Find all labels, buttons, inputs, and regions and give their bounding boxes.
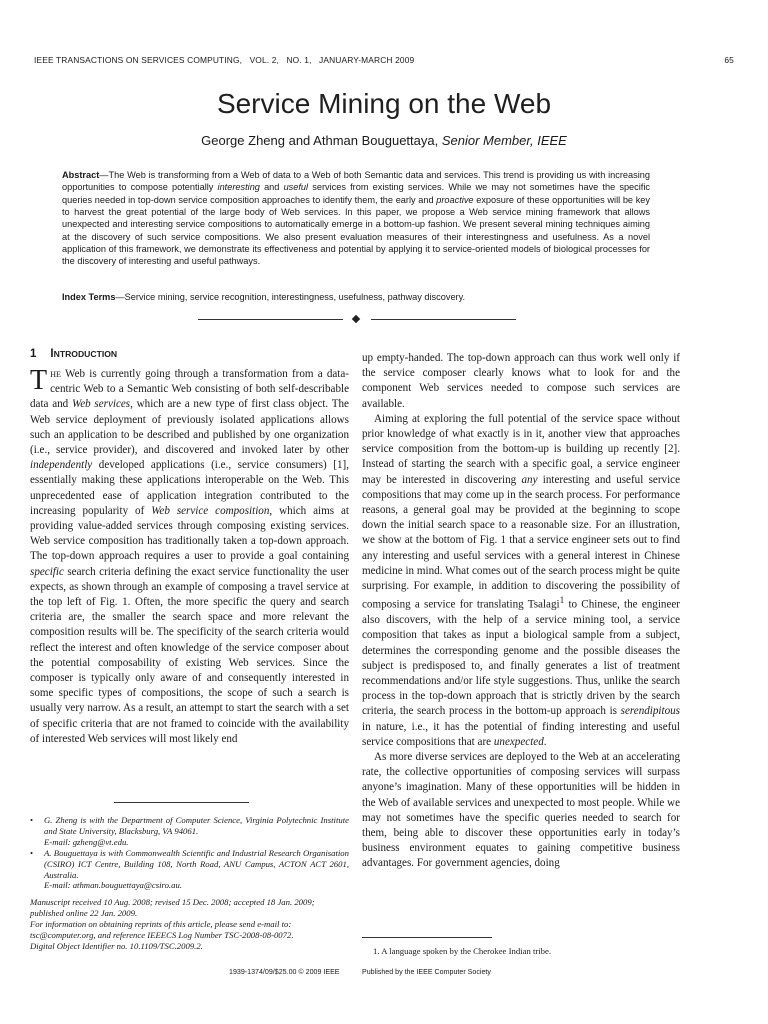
section-title-initial: I [50, 348, 54, 360]
text-run: . [543, 735, 547, 748]
emphasis: specific [30, 565, 64, 578]
affiliation-text: G. Zheng is with the Department of Computer Science, Virginia Polytechnic Institute and State University, Blacksburg, VA 94061. [44, 815, 349, 836]
publisher-footer: Published by the IEEE Computer Society [362, 968, 491, 976]
divider-line-left [198, 319, 343, 320]
emphasis: Web services [71, 398, 131, 411]
author-affiliations [30, 815, 349, 952]
abstract-text-1: —The Web is transforming from a Web of data to a Web of both Semantic data and services. This trend is providing us with increasing opportunities to compose potentially [62, 170, 650, 193]
divider-diamond-icon [352, 315, 360, 323]
journal-name: IEEE TRANSACTIONS ON SERVICES COMPUTING, [34, 55, 243, 65]
affiliation-email: E-mail: gzheng@vt.edu. [44, 836, 129, 847]
section-title-rest: NTRODUCTION [53, 349, 118, 359]
journal-volume: VOL. 2, [249, 55, 280, 65]
text-run: to Chinese, the engineer also discovers, with the help of a service mining tool, a service composition that takes as input a biological sample from a subject, determines the corresponding genome and the possible diseases the subject is predisposed to, and finally generates a list of treatment recommendations and/or life style suggestions. Thus, unlike the search process in the top-down approach that is strictly driven by the search criteria, the search process in the bottom-up approach is [362, 598, 680, 718]
paper-title: Service Mining on the Web [216, 88, 552, 119]
manuscript-info [30, 897, 349, 952]
affiliation-email: E-mail: athman.bouguettaya@csiro.au. [44, 880, 182, 891]
affiliation-item [30, 848, 349, 892]
emphasis: any [521, 473, 538, 486]
intro-paragraph-3: As more diverse services are deployed to the Web at an accelerating rate, the collective opportunities of composing services will surpass anyone’s imagination. Many of these opportunities will be hidden in the Web of available services and unexpected to most people. While we may not sometimes have the specific queries needed to search for them, being able to discover these opportunities early in today’s business environment equates to gaining competitive business advantages. For government agencies, doing [362, 750, 680, 870]
copyright-footer: 1939-1374/09/$25.00 © 2009 IEEE [229, 968, 340, 976]
text-run: search criteria defining the exact service functionality the user expects, as shown through an example of composing a travel service at the top left of Fig. 1. Often, the more specific the query and search criteria are, the smaller the search space and more relevant the composition results will be. The specificity of the search criteria would reflect the interest and often knowledge of the service composer about the potential composability of existing Web services. Since the composer is typically only aware of and consequently interested in some specific types of compositions, the scope of such a search is usually very narrow. As a result, an attempt to start the search with a set of specific criteria that are not framed to coincide with the availability of interested Web services will most likely end [30, 565, 349, 745]
running-header [34, 55, 734, 65]
body-column-left [30, 367, 349, 747]
author-membership: Senior Member, IEEE [441, 133, 567, 148]
emphasis: Web service composition [151, 504, 270, 517]
affiliation-text: A. Bouguettaya is with Commonwealth Scientific and Industrial Research Organisation (CSIRO) ICT Centre, Building 108, North Road, ANU Campus, ACTON ACT 2601, Australia. [44, 847, 349, 880]
text-run: in nature, i.e., it has the potential of finding interesting and useful service compositions that are [362, 720, 680, 748]
abstract-text-2: and [259, 182, 284, 193]
section-heading [30, 348, 117, 360]
abstract [62, 169, 650, 268]
abstract-em-3: proactive [436, 194, 474, 205]
reprint-info: For information on obtaining reprints of this article, please send e-mail to: tsc@computer.org, and reference IEEECS Log Number TSC-2008-08-0072. [30, 919, 294, 941]
abstract-em-1: interesting [217, 182, 260, 193]
intro-paragraph-2 [362, 412, 680, 750]
emphasis: independently [30, 459, 93, 472]
footnote-rule-right [362, 937, 492, 938]
footnote-rule-left [114, 802, 249, 803]
text-run: interesting and useful service compositions that may come up in the search process. For performance reasons, a general goal may be provided at the beginning to scope down the initial search space to a reasonable size. For an illustration, we show at the bottom of Fig. 1 that a service engineer sets out to find any interesting and useful services with a general interest in Chinese medicine in mind. What comes out of the search process might be quite surprising. For example, in addition to discovering the possibility of composing a service for translating Tsalagi [362, 473, 681, 611]
emphasis: serendipitous [620, 705, 680, 718]
page-number: 65 [724, 55, 734, 65]
text-run: , which are a new type of first class object. The Web service deployment of previously isolated applications allows such an application to be described and published by one organization (i.e., service provider), and discovered and invoked later by other [30, 398, 349, 457]
abstract-label: Abstract [62, 170, 100, 180]
footnote: 1. A language spoken by the Cherokee Indian tribe. [373, 946, 552, 956]
manuscript-dates: Manuscript received 10 Aug. 2008; revised 15 Dec. 2008; accepted 18 Jan. 2009; published online 22 Jan. 2009. [30, 897, 315, 919]
intro-paragraph-1 [30, 367, 349, 747]
doi: Digital Object Identifier no. 10.1109/TSC.2009.2. [30, 940, 203, 951]
abstract-em-2: useful [283, 182, 309, 193]
section-number: 1 [30, 348, 37, 360]
text-run: , which aims at providing value-added services through composing existing services. Web service composition has traditionally taken a top-down approach. The top-down approach requires a user to provide a goal containing [30, 504, 349, 563]
text-run: developed applications (i.e., service consumers) [1], essentially making these applications interoperable on the Web. This unprecedented ease of application integration contributed to the increasing popularity of [30, 459, 349, 517]
index-terms [62, 291, 650, 303]
abstract-text-4: exposure of these opportunities will be key to harvest the great potential of the large body of Web services. In this paper, we propose a Web service mining framework that allows unexpected and interesting service compositions to automatically emerge in a bottom-up fashion. We present several mining techniques aiming at the discovery of such service compositions. We also present evaluation measures of their interestingness and usefulness. As a novel application of this framework, we demonstrate its effectiveness and potential by applying it to service-oriented models of biological processes for the discovery of interesting and useful pathways. [62, 194, 651, 267]
index-terms-text: —Service mining, service recognition, interestingness, usefulness, pathway discovery. [115, 292, 466, 302]
journal-number: NO. 1, [286, 55, 312, 65]
section-divider [198, 313, 516, 325]
divider-line-right [371, 319, 516, 320]
bullet-icon: • [30, 847, 34, 858]
bullet-icon: • [30, 815, 34, 825]
index-terms-label: Index Terms [62, 292, 116, 302]
intro-paragraph-continued: up empty-handed. The top-down approach can thus work well only if the service composer clearly knows what to look for and the component Web services needed to compose such services are available. [362, 352, 680, 410]
abstract-text-3: services from existing services. While we may not sometimes have the specific queries needed in top-down service composition approaches to identify them, the early and [62, 182, 650, 205]
text-run: Web is currently going through a transformation from a data-centric Web to a Semantic Web consisting of both self-describable data and [30, 368, 349, 411]
emphasis: unexpected [493, 735, 544, 748]
affiliation-item [30, 815, 349, 848]
author-names: George Zheng and Athman Bouguettaya, [201, 133, 439, 148]
body-column-right [362, 351, 680, 872]
journal-date: JANUARY-MARCH 2009 [319, 55, 415, 65]
small-caps-word: HE [50, 370, 62, 379]
footnote-marker: 1 [559, 596, 565, 607]
author-line [0, 133, 768, 148]
drop-cap: T [30, 365, 48, 396]
text-run: Aiming at exploring the full potential of the service space without prior knowledge of what exactly is in it, another view that approaches service composition from the bottom-up is building up recently [2]. Instead of starting the search with a specific goal, a service engineer may be interested in discovering [362, 412, 680, 486]
